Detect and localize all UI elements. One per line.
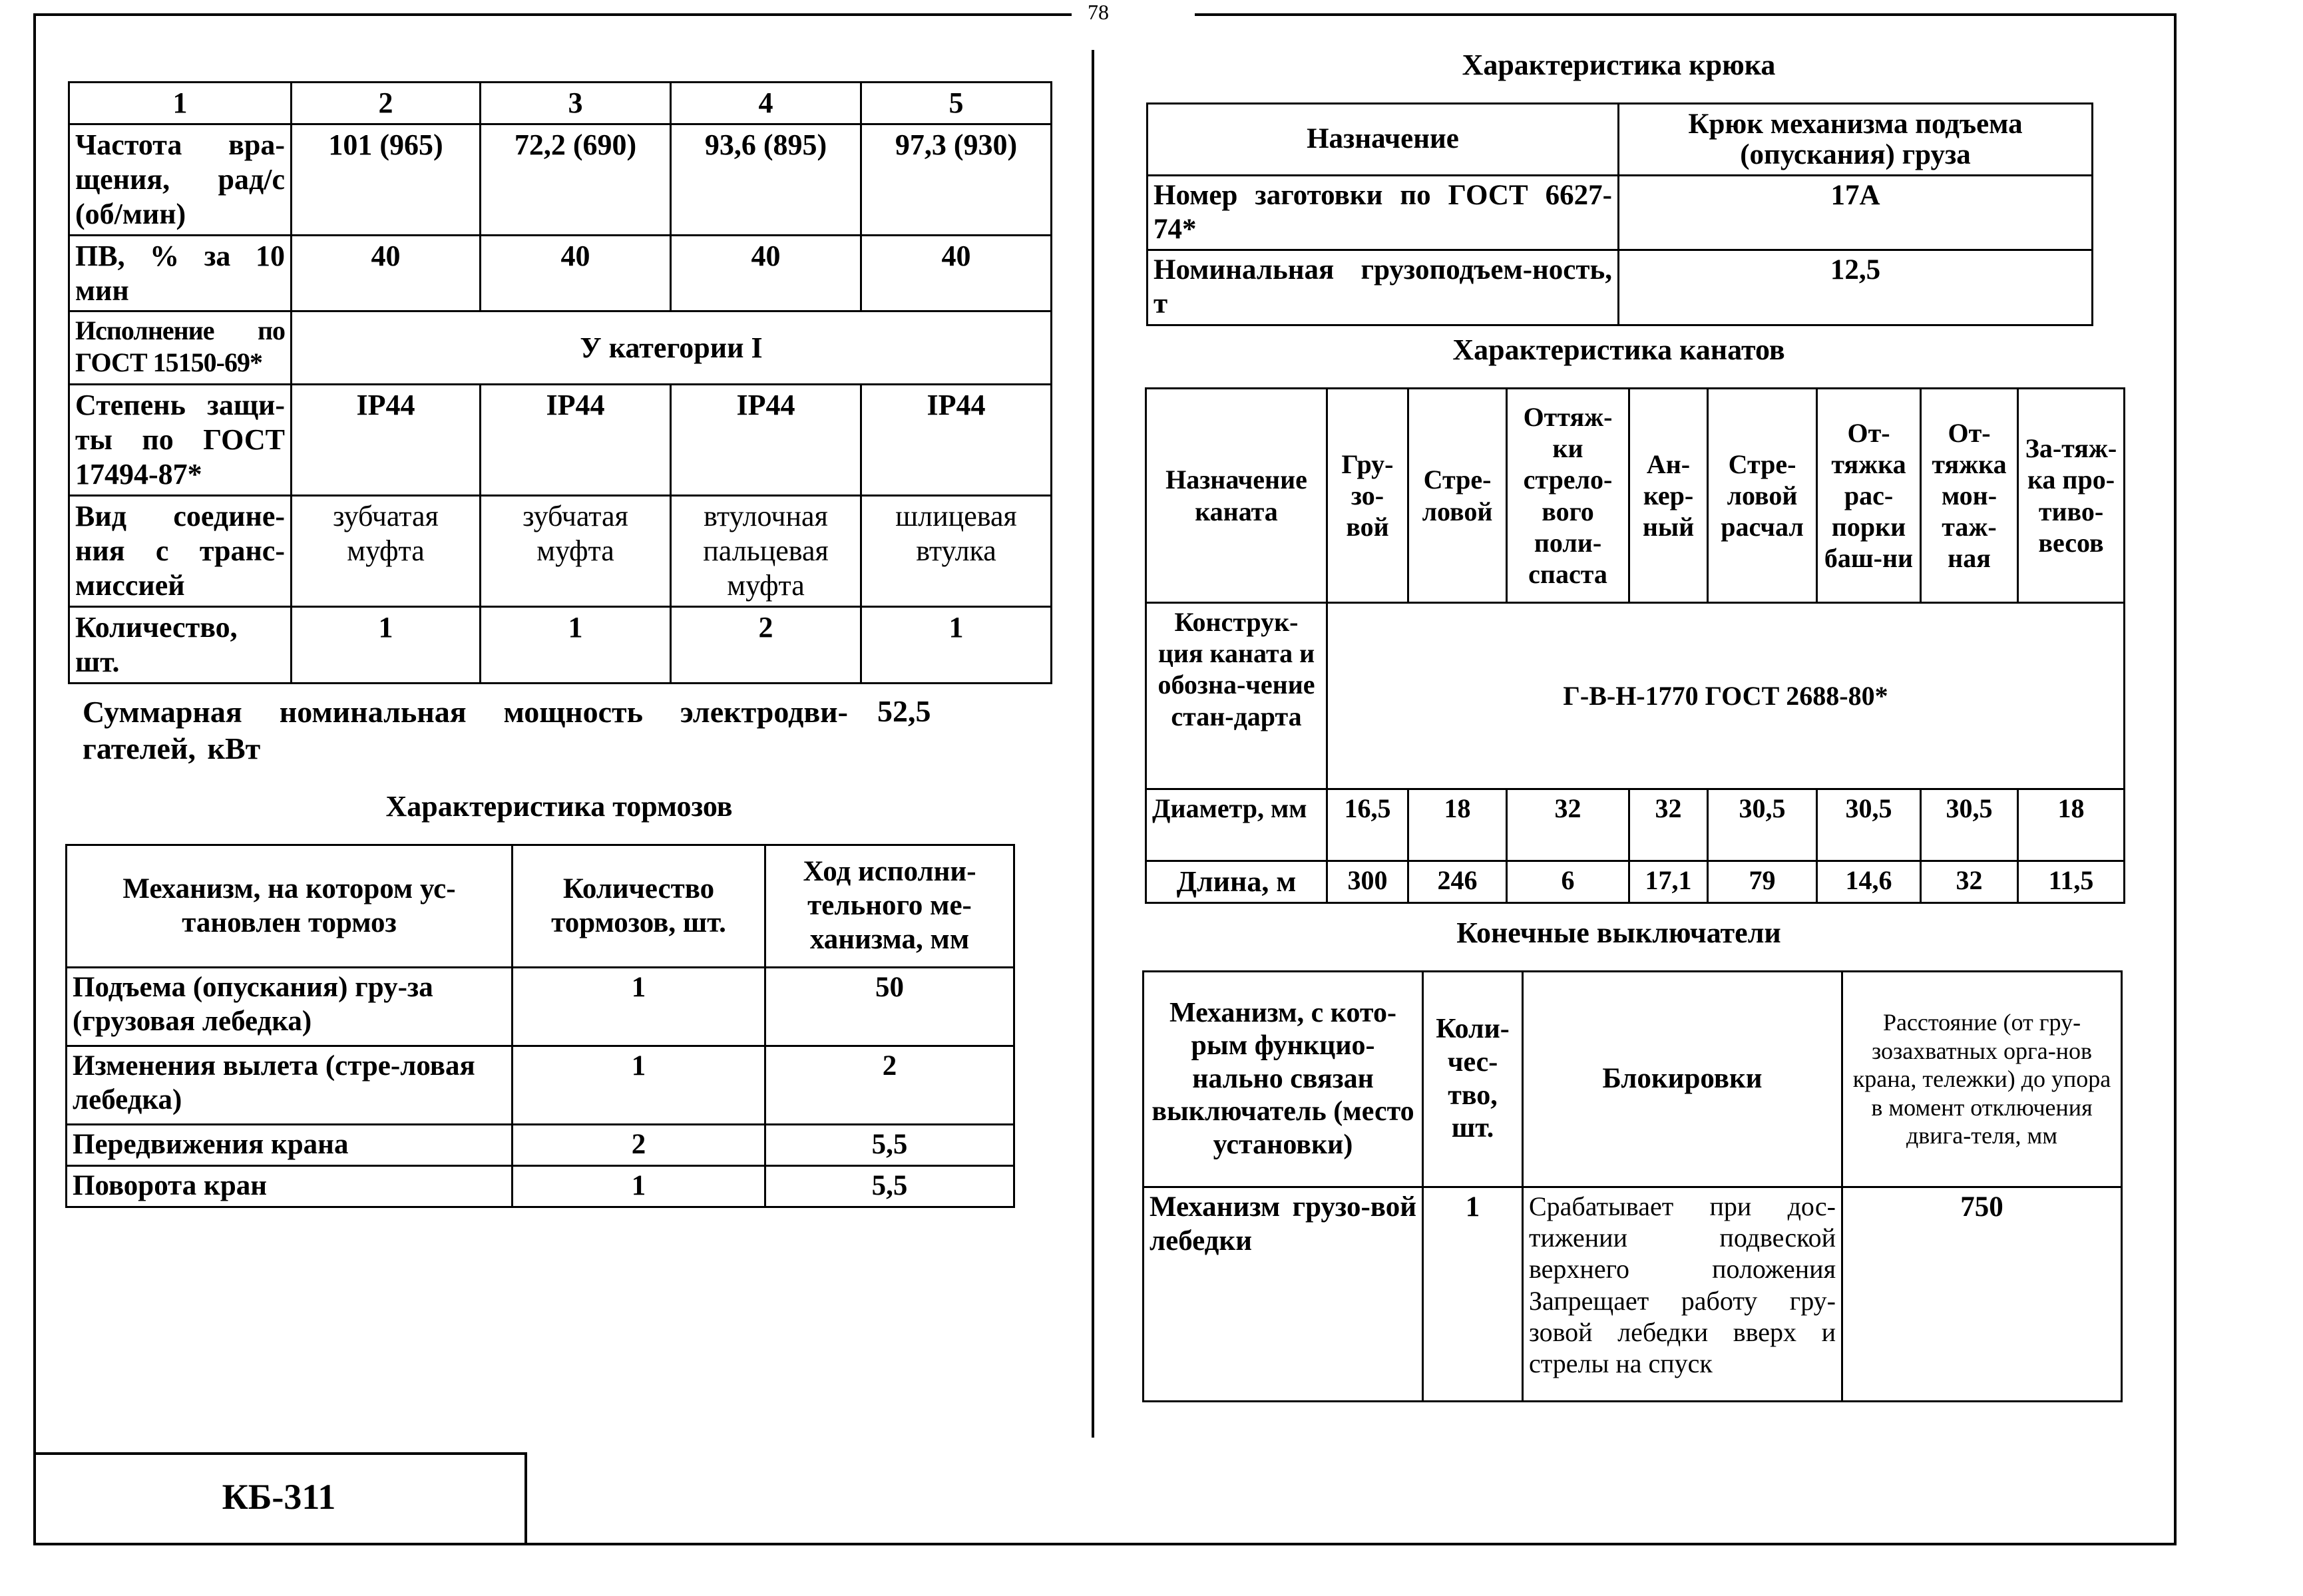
coupling-value: шлицевая втулка xyxy=(861,496,1052,607)
motor-table xyxy=(68,81,1052,684)
hook-row-value: 12,5 xyxy=(1619,250,2093,325)
frame-top-right xyxy=(1195,13,2177,16)
ropes-header: Ан-кер-ный xyxy=(1629,389,1708,603)
rope-length: 11,5 xyxy=(2018,861,2125,903)
version-value: У категории I xyxy=(292,311,1052,385)
model-stamp xyxy=(33,1452,527,1543)
switches-table xyxy=(1142,970,2123,1402)
brake-count: 1 xyxy=(513,1166,765,1207)
brake-count: 2 xyxy=(513,1125,765,1166)
switch-count: 1 xyxy=(1423,1187,1523,1402)
brake-mechanism: Передвижения крана xyxy=(67,1125,513,1166)
center-divider xyxy=(1092,50,1094,1438)
page-number: 78 xyxy=(1088,0,1109,24)
rope-diameter: 30,5 xyxy=(1921,789,2018,861)
brake-count: 1 xyxy=(513,968,765,1046)
total-power-label: Суммарная номинальная мощность электродви-гателей, кВт xyxy=(83,695,848,766)
brake-mechanism: Поворота кран xyxy=(67,1166,513,1207)
row-label-duty: ПВ, % за 10 мин xyxy=(69,235,292,311)
header-cell: 4 xyxy=(671,83,861,124)
total-power-value: 52,5 xyxy=(877,694,931,728)
rope-length: 300 xyxy=(1327,861,1408,903)
hook-header: Назначение xyxy=(1148,104,1619,176)
row-label-speed: Частота вра-щения, рад/с (об/мин) xyxy=(69,124,292,235)
speed-value: 93,6 (895) xyxy=(671,124,861,235)
frame-top-left xyxy=(33,13,1072,16)
speed-value: 72,2 (690) xyxy=(481,124,671,235)
brake-stroke: 50 xyxy=(765,968,1014,1046)
row-label-version: Исполнение по ГОСТ 15150-69* xyxy=(69,311,292,385)
header-cell: 3 xyxy=(481,83,671,124)
brake-stroke: 5,5 xyxy=(765,1125,1014,1166)
switch-blocking: Срабатывает при дос-тижении подвеской верхнего положения Запрещает работу гру-зовой лебедки вверх и стрелы на спуск xyxy=(1523,1187,1842,1402)
row-label-quantity: Количество, шт. xyxy=(69,606,292,683)
rope-diameter-label: Диаметр, мм xyxy=(1146,789,1327,861)
rope-construction-label: Конструк-ция каната и обозна-чение стан-дарта xyxy=(1146,603,1327,789)
ropes-header: От-тяжка рас-порки баш-ни xyxy=(1817,389,1921,603)
duty-value: 40 xyxy=(292,235,481,311)
rope-length: 32 xyxy=(1921,861,2018,903)
frame-right xyxy=(2174,13,2177,1545)
hook-row-label: Номер заготовки по ГОСТ 6627-74* xyxy=(1148,176,1619,250)
coupling-value: зубчатая муфта xyxy=(292,496,481,607)
quantity-value: 1 xyxy=(292,606,481,683)
rope-length-label: Длина, м xyxy=(1146,861,1327,903)
brake-mechanism: Подъема (опускания) гру-за (грузовая лебедка) xyxy=(67,968,513,1046)
brake-stroke: 2 xyxy=(765,1046,1014,1125)
brakes-header: Механизм, на котором ус-тановлен тормоз xyxy=(67,845,513,968)
brake-stroke: 5,5 xyxy=(765,1166,1014,1207)
brakes-header: Количество тормозов, шт. xyxy=(513,845,765,968)
speed-value: 101 (965) xyxy=(292,124,481,235)
frame-bottom xyxy=(33,1543,2177,1545)
ropes-header: От-тяжка мон-таж-ная xyxy=(1921,389,2018,603)
protection-value: IP44 xyxy=(481,385,671,496)
brakes-table xyxy=(65,844,1015,1208)
rope-diameter: 18 xyxy=(2018,789,2125,861)
header-cell: 1 xyxy=(69,83,292,124)
rope-diameter: 32 xyxy=(1629,789,1708,861)
row-label-coupling: Вид соедине-ния с транс-миссией xyxy=(69,496,292,607)
ropes-title: Характеристика канатов xyxy=(1452,333,1785,366)
quantity-value: 2 xyxy=(671,606,861,683)
hook-title: Характеристика крюка xyxy=(1462,49,1776,81)
rope-length: 14,6 xyxy=(1817,861,1921,903)
row-label-protection: Степень защи-ты по ГОСТ 17494-87* xyxy=(69,385,292,496)
hook-header: Крюк механизма подъема (опускания) груза xyxy=(1619,104,2093,176)
coupling-value: зубчатая муфта xyxy=(481,496,671,607)
frame-left xyxy=(33,13,36,1545)
ropes-header: Оттяж-ки стрело-вого поли-спаста xyxy=(1507,389,1629,603)
model-label: КБ-311 xyxy=(222,1477,336,1517)
hook-row-label: Номинальная грузоподъем-ность, т xyxy=(1148,250,1619,325)
brakes-header: Ход исполни-тельного ме-ханизма, мм xyxy=(765,845,1014,968)
rope-diameter: 30,5 xyxy=(1708,789,1817,861)
rope-length: 6 xyxy=(1507,861,1629,903)
switches-header: Коли-чес-тво, шт. xyxy=(1423,972,1523,1187)
quantity-value: 1 xyxy=(481,606,671,683)
duty-value: 40 xyxy=(861,235,1052,311)
switch-mechanism: Механизм грузо-вой лебедки xyxy=(1144,1187,1423,1402)
protection-value: IP44 xyxy=(671,385,861,496)
ropes-header: Стре-ловой xyxy=(1408,389,1507,603)
protection-value: IP44 xyxy=(292,385,481,496)
rope-construction-value: Г-В-Н-1770 ГОСТ 2688-80* xyxy=(1327,603,2125,789)
header-cell: 2 xyxy=(292,83,481,124)
speed-value: 97,3 (930) xyxy=(861,124,1052,235)
hook-table xyxy=(1146,102,2093,326)
switches-header: Расстояние (от гру-зозахватных орга-нов крана, тележки) до упора в момент отключения двига-теля, мм xyxy=(1842,972,2122,1187)
rope-length: 246 xyxy=(1408,861,1507,903)
ropes-header: Стре-ловой расчал xyxy=(1708,389,1817,603)
switches-header: Механизм, с кото-рым функцио-нально связан выключатель (место установки) xyxy=(1144,972,1423,1187)
header-cell: 5 xyxy=(861,83,1052,124)
switch-distance: 750 xyxy=(1842,1187,2122,1402)
rope-length: 17,1 xyxy=(1629,861,1708,903)
switches-header: Блокировки xyxy=(1523,972,1842,1187)
brake-count: 1 xyxy=(513,1046,765,1125)
brake-mechanism: Изменения вылета (стре-ловая лебедка) xyxy=(67,1046,513,1125)
brakes-title: Характеристика тормозов xyxy=(385,790,733,823)
rope-diameter: 30,5 xyxy=(1817,789,1921,861)
switches-title: Конечные выключатели xyxy=(1456,916,1781,949)
protection-value: IP44 xyxy=(861,385,1052,496)
coupling-value: втулочная пальцевая муфта xyxy=(671,496,861,607)
quantity-value: 1 xyxy=(861,606,1052,683)
rope-diameter: 18 xyxy=(1408,789,1507,861)
rope-diameter: 16,5 xyxy=(1327,789,1408,861)
hook-row-value: 17А xyxy=(1619,176,2093,250)
ropes-header: Назначение каната xyxy=(1146,389,1327,603)
rope-length: 79 xyxy=(1708,861,1817,903)
duty-value: 40 xyxy=(481,235,671,311)
duty-value: 40 xyxy=(671,235,861,311)
rope-diameter: 32 xyxy=(1507,789,1629,861)
ropes-table xyxy=(1145,387,2125,904)
ropes-header: За-тяж-ка про-тиво-весов xyxy=(2018,389,2125,603)
ropes-header: Гру-зо-вой xyxy=(1327,389,1408,603)
